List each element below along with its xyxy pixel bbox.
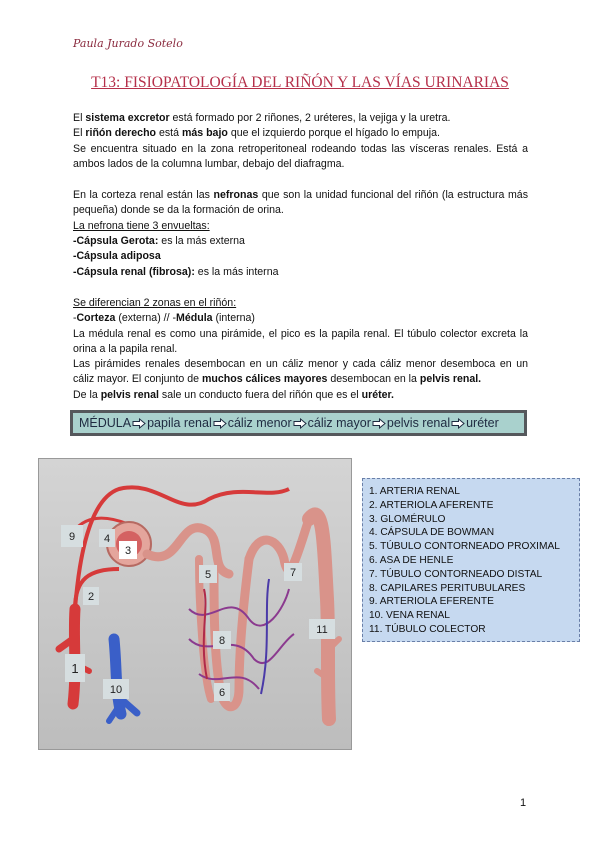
envueltas-title: La nefrona tiene 3 envueltas: (73, 219, 210, 232)
flow-step: MÉDULA (79, 416, 132, 430)
paragraph-line: Las pirámides renales desembocan en un cáliz menor y cada cáliz menor desemboca en un cáliz mayor. El conjunto de muchos cálices mayores desembocan en la pelvis renal. (73, 358, 528, 386)
diagram-label: 5 (204, 569, 212, 581)
paragraph-line: De la pelvis renal sale un conducto fuera del riñón que es el uréter. (73, 388, 394, 401)
diagram-label: 11 (316, 624, 328, 636)
diagram-label: 3 (124, 545, 132, 557)
legend-item: 9. ARTERIOLA EFERENTE (369, 596, 494, 608)
flow-step: pelvis renal (386, 416, 451, 430)
diagram-label: 7 (289, 567, 297, 579)
legend-item: 7. TÚBULO CONTORNEADO DISTAL (369, 568, 543, 580)
diagram-label: 6 (218, 687, 226, 699)
legend-item: 11. TÚBULO COLECTOR (369, 623, 486, 635)
right-arrow-icon (213, 418, 227, 429)
flow-step: papila renal (147, 416, 212, 430)
diagram-label: 2 (87, 591, 95, 603)
paragraph-line: Se encuentra situado en la zona retroperitoneal rodeando todas las vísceras renales. Está a ambos lados de la columna lumbar, debajo del diafragma. (73, 142, 528, 170)
legend-item: 5. TÚBULO CONTORNEADO PROXIMAL (369, 541, 560, 553)
legend-item: 1. ARTERIA RENAL (369, 486, 460, 497)
paragraph-line: El sistema excretor está formado por 2 riñones, 2 uréteres, la vejiga y la uretra. (73, 112, 451, 124)
author-name: Paula Jurado Sotelo (73, 37, 183, 50)
legend-item: 3. GLOMÉRULO (369, 513, 446, 525)
right-arrow-icon (451, 418, 465, 429)
envuelta-item: -Cápsula adiposa (73, 250, 161, 263)
zonas-title: Se diferencian 2 zonas en el riñón: (73, 296, 237, 309)
flow-step: cáliz mayor (307, 416, 371, 430)
diagram-label: 9 (68, 531, 76, 543)
paragraph-nefronas: En la corteza renal están las nefronas que son la unidad funcional del riñón (la estructura más pequeña) donde se da la formación de orina. (73, 189, 528, 217)
diagram-label: 10 (109, 684, 123, 696)
paragraph-line: La médula renal es como una pirámide, el pico es la papila renal. El túbulo colector excreta la orina a la papila renal. (73, 327, 528, 355)
zonas-line: -Corteza (externa) // -Médula (interna) (73, 312, 255, 325)
document-body (73, 111, 528, 403)
diagram-label: 1 (71, 661, 79, 676)
page-number: 1 (520, 797, 527, 809)
flow-box (70, 410, 527, 436)
flow-step: cáliz menor (227, 416, 292, 430)
right-arrow-icon (372, 418, 386, 429)
flow-step: uréter (466, 416, 499, 430)
diagram-label: 8 (218, 635, 226, 647)
legend-item: 6. ASA DE HENLE (369, 554, 454, 566)
legend-item: 4. CÁPSULA DE BOWMAN (369, 527, 495, 539)
nephron-illustration (39, 459, 351, 749)
right-arrow-icon (293, 418, 307, 429)
legend-item: 8. CAPILARES PERITUBULARES (369, 582, 526, 594)
legend-item: 2. ARTERIOLA AFERENTE (369, 499, 494, 511)
paragraph-line: El riñón derecho está más bajo que el izquierdo porque el hígado lo empuja. (73, 127, 440, 140)
diagram-legend (362, 478, 580, 642)
envuelta-item: -Cápsula Gerota: es la más externa (73, 235, 245, 248)
page-title: T13: FISIOPATOLOGÍA DEL RIÑÓN Y LAS VÍAS URINARIAS (91, 74, 509, 91)
diagram-label: 4 (103, 533, 111, 545)
right-arrow-icon (132, 418, 146, 429)
nephron-diagram (38, 458, 352, 750)
envuelta-item: -Cápsula renal (fibrosa): es la más interna (73, 265, 279, 278)
legend-item: 10. VENA RENAL (369, 610, 450, 622)
